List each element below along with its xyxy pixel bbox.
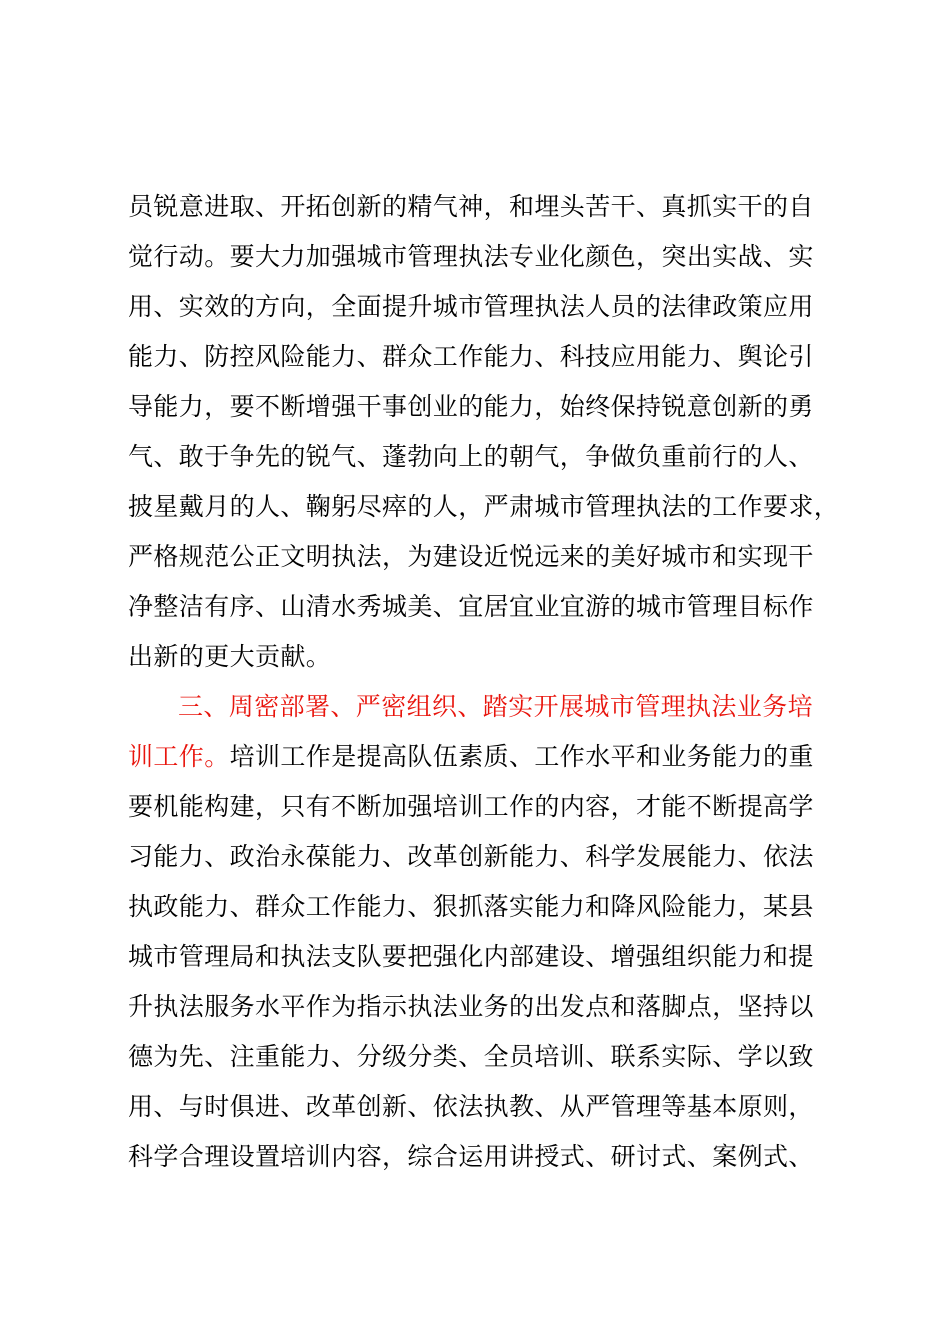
text-line-rest: 培训工作是提高队伍素质、工作水平和业务能力的重: [229, 742, 814, 771]
text-line: 德为先、注重能力、分级分类、全员培训、联系实际、学以致: [128, 1042, 814, 1071]
text-line: 科学合理设置培训内容，综合运用讲授式、研讨式、案例式、: [128, 1142, 814, 1171]
document-body: [128, 182, 838, 1182]
text-line: 严格规范公正文明执法，为建设近悦远来的美好城市和实现干: [128, 542, 814, 571]
paragraph-1: [128, 182, 838, 682]
text-line: 要机能构建，只有不断加强培训工作的内容，才能不断提高学: [128, 792, 814, 821]
text-line: 披星戴月的人、鞠躬尽瘁的人，严肃城市管理执法的工作要求，: [128, 492, 840, 521]
text-line: 出新的更大贡献。: [128, 642, 332, 671]
text-line: 城市管理局和执法支队要把强化内部建设、增强组织能力和提: [128, 942, 814, 971]
text-line: 导能力，要不断增强干事创业的能力，始终保持锐意创新的勇: [128, 392, 814, 421]
text-line: 气、敢于争先的锐气、蓬勃向上的朝气，争做负重前行的人、: [128, 442, 814, 471]
text-line: [128, 732, 838, 782]
text-line: 员锐意进取、开拓创新的精气神，和埋头苦干、真抓实干的自: [128, 192, 814, 221]
text-line: 执政能力、群众工作能力、狠抓落实能力和降风险能力，某县: [128, 892, 814, 921]
text-line: 觉行动。要大力加强城市管理执法专业化颜色，突出实战、实: [128, 242, 814, 271]
text-line: 能力、防控风险能力、群众工作能力、科技应用能力、舆论引: [128, 342, 814, 371]
text-line: 净整洁有序、山清水秀城美、宜居宜业宜游的城市管理目标作: [128, 592, 814, 621]
section-heading-end: 训工作。: [128, 742, 230, 771]
section-heading: 三、周密部署、严密组织、踏实开展城市管理执法业务培: [178, 692, 814, 721]
text-line: 升执法服务水平作为指示执法业务的出发点和落脚点，坚持以: [128, 992, 814, 1021]
text-line: 用、实效的方向，全面提升城市管理执法人员的法律政策应用: [128, 292, 814, 321]
text-line: 用、与时俱进、改革创新、依法执教、从严管理等基本原则，: [128, 1092, 814, 1121]
text-line: 习能力、政治永葆能力、改革创新能力、科学发展能力、依法: [128, 842, 814, 871]
paragraph-2: [128, 682, 838, 1182]
